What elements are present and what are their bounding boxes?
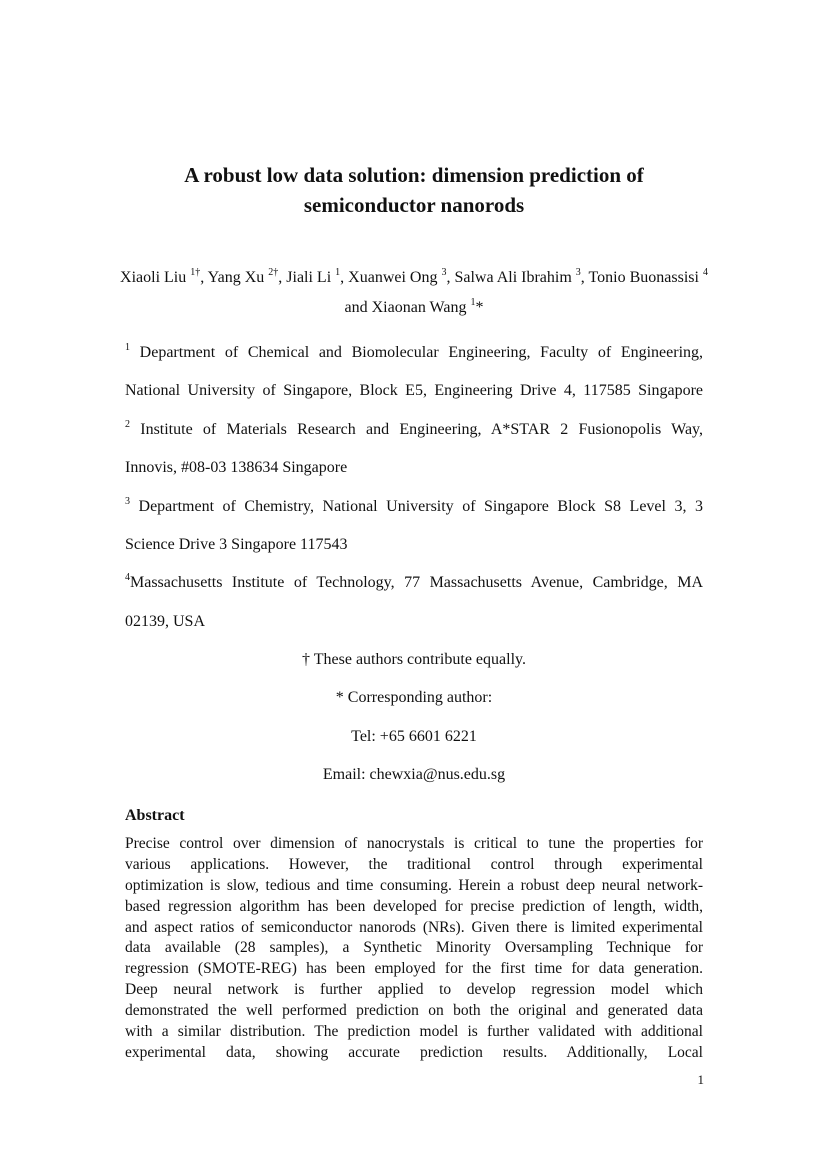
abstract-line: demonstrated the well performed prediction on both the original and generated data <box>125 1002 703 1020</box>
abstract-line: various applications. However, the traditional control through experimental <box>125 855 703 873</box>
author: Salwa Ali Ibrahim $^3$, <box>454 267 589 286</box>
email: Email: chewxia@nus.edu.sg <box>322 766 506 784</box>
paper-title <box>100 160 728 220</box>
affiliation-1: $^1$ Department of Chemical and Biomolecular Engineering, Faculty of Engineering, <box>125 342 704 361</box>
author: Yang Xu $^{2\dagger}$, <box>207 267 287 286</box>
author-affiliation-mark: 1 <box>335 267 341 278</box>
title-line-2: semiconductor nanorods <box>303 193 525 217</box>
author-affiliation-mark: 2† <box>268 267 279 278</box>
affiliation-number: 3 <box>125 495 130 507</box>
affiliation-list <box>125 338 703 645</box>
abstract-line: experimental data, showing accurate prediction results. Additionally, Local <box>125 1043 703 1061</box>
author-notes <box>125 648 703 802</box>
author: Xuanwei Ong $^3$, <box>348 267 455 286</box>
abstract-line: optimization is slow, tedious and time consuming. Herein a robust deep neural network- <box>125 876 703 894</box>
affiliation-number: 2 <box>125 418 130 430</box>
affiliation-4: $^4$Massachusetts Institute of Technology, 77 Massachusetts Avenue, Cambridge, MA <box>125 572 703 592</box>
author: Jiali Li $^1$, <box>286 267 349 286</box>
affiliation-2: $^2$ Institute of Materials Research and Engineering, A*STAR 2 Fusionopolis Way, <box>125 418 704 438</box>
affiliation-number: 1 <box>125 342 130 353</box>
abstract-heading: Abstract <box>125 807 185 824</box>
abstract-line: based regression algorithm has been developed for precise prediction of length, width, <box>125 897 703 915</box>
author: Xiaoli Liu $^{1\dagger}$, <box>120 267 208 286</box>
abstract-line: and aspect ratios of semiconductor nanorods (NRs). Given there is limited experimental <box>125 918 703 936</box>
abstract-body <box>125 834 703 1064</box>
equal-contribution-note: † These authors contribute equally. <box>302 651 526 668</box>
affiliation-3: $^3$ Department of Chemistry, National University of Singapore Block S8 Level 3, 3 <box>125 495 704 515</box>
abstract-line: Precise control over dimension of nanocrystals is critical to tune the properties for <box>125 835 703 852</box>
author-affiliation-mark: 1† <box>190 267 201 278</box>
author-affiliation-mark: 3 <box>575 267 581 278</box>
affiliation-3-continued: Science Drive 3 Singapore 117543 <box>125 535 348 553</box>
author-affiliation-mark: 4 <box>702 267 708 278</box>
affiliation-1-continued: National University of Singapore, Block E5, Engineering Drive 4, 117585 Singapore <box>125 382 703 400</box>
abstract-line: Deep neural network is further applied to develop regression model which <box>125 981 703 999</box>
title-line-1: A robust low data solution: dimension prediction of <box>184 163 644 187</box>
author-affiliation-mark: 1 <box>470 297 476 308</box>
telephone: Tel: +65 6601 6221 <box>351 727 477 745</box>
author-affiliation-mark: 3 <box>441 267 447 278</box>
author: Tonio Buonassisi $^4$ and <box>344 267 708 316</box>
page-number: 1 <box>697 1072 704 1087</box>
abstract-line: data available (28 samples), a Synthetic Minority Oversampling Technique for <box>125 939 703 957</box>
author: Xiaonan Wang $^1$* <box>371 297 484 316</box>
abstract-line: regression (SMOTE-REG) has been employed for the first time for data generation. <box>125 960 703 978</box>
affiliation-4-continued: 02139, USA <box>125 612 206 630</box>
affiliation-2-continued: Innovis, #08-03 138634 Singapore <box>125 459 348 477</box>
corresponding-author-note: * Corresponding author: <box>335 689 493 707</box>
abstract-line: with a similar distribution. The prediction model is further validated with additional <box>125 1023 703 1041</box>
affiliation-number: 4 <box>125 572 130 584</box>
author-list <box>110 263 718 323</box>
